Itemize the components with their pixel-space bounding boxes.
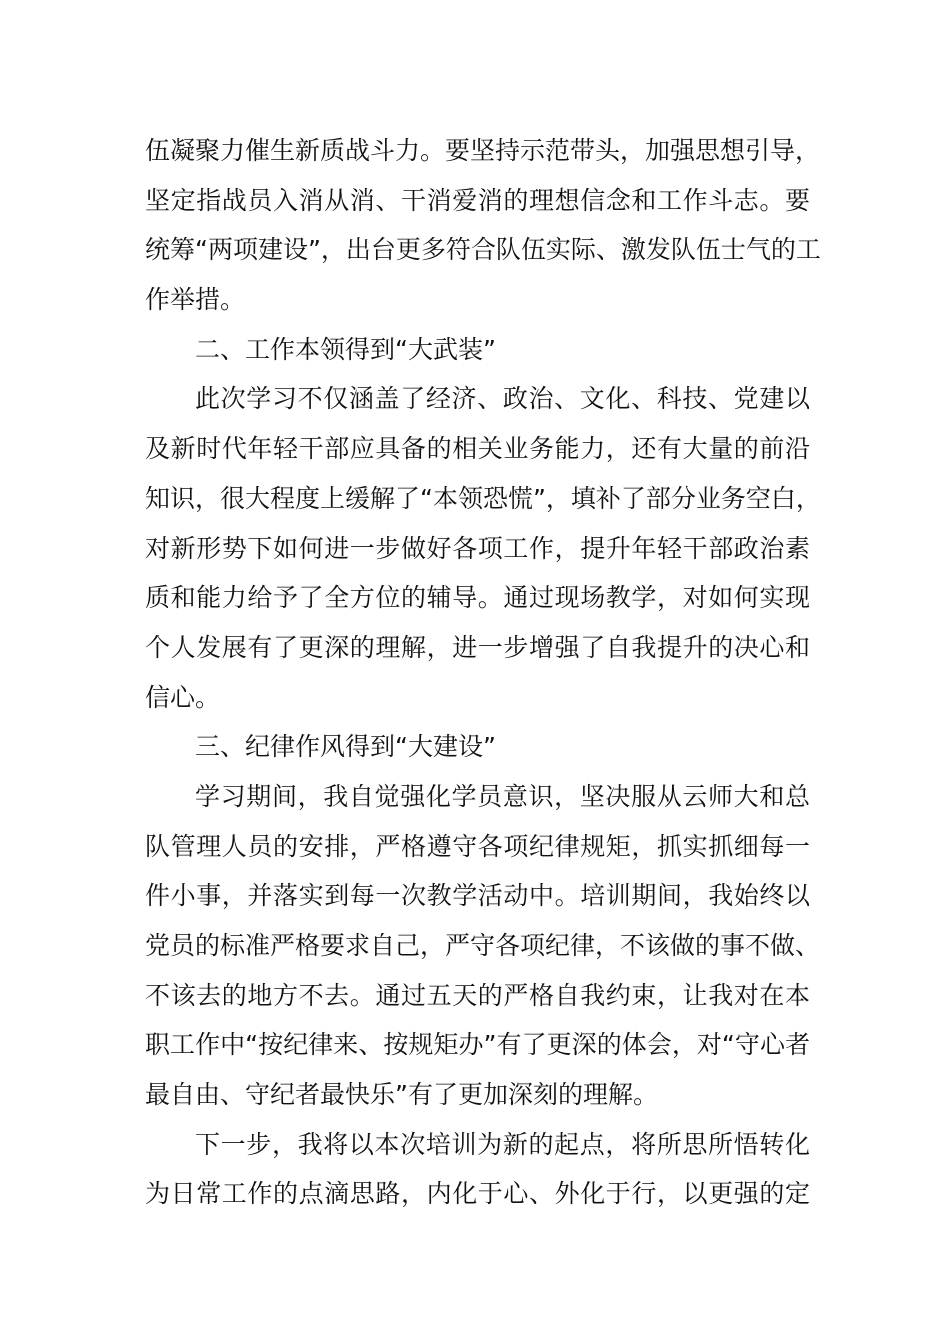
body-line: 下一步，我将以本次培训为新的起点，将所思所悟转化 [195,1129,810,1159]
body-line: 作举措。 [145,285,246,315]
body-line: 不该去的地方不去。通过五天的严格自我约束，让我对在本 [145,980,810,1010]
section-heading: 二、工作本领得到“大武装” [195,334,496,364]
body-line: 为日常工作的点滴思路，内化于心、外化于行，以更强的定 [145,1179,810,1209]
document-body [145,126,821,1219]
body-line: 此次学习不仅涵盖了经济、政治、文化、科技、党建以 [195,384,810,414]
body-line: 党员的标准严格要求自己，严守各项纪律，不该做的事不做、 [145,931,821,960]
body-line: 个人发展有了更深的理解，进一步增强了自我提升的决心和 [145,632,810,662]
body-line: 对新形势下如何进一步做好各项工作，提升年轻干部政治素 [145,533,810,563]
body-line: 及新时代年轻干部应具备的相关业务能力，还有大量的前沿 [145,434,810,464]
section-heading: 三、纪律作风得到“大建设” [195,732,496,762]
body-line: 职工作中“按纪律来、按规矩办”有了更深的体会，对“守心者 [145,1030,810,1060]
body-line: 伍凝聚力催生新质战斗力。要坚持示范带头，加强思想引导， [145,136,821,165]
body-line: 信心。 [145,682,221,712]
body-line: 件小事，并落实到每一次教学活动中。培训期间，我始终以 [145,881,810,911]
body-line: 最自由、守纪者最快乐”有了更加深刻的理解。 [145,1080,658,1110]
body-line: 坚定指战员入消从消、干消爱消的理想信念和工作斗志。要 [145,185,810,215]
body-line: 队管理人员的安排，严格遵守各项纪律规矩，抓实抓细每一 [145,831,810,861]
body-line: 质和能力给予了全方位的辅导。通过现场教学，对如何实现 [145,583,810,613]
body-line: 知识，很大程度上缓解了“本领恐慌”，填补了部分业务空白， [145,483,821,513]
body-line: 统筹“两项建设”，出台更多符合队伍实际、激发队伍士气的工 [145,235,821,265]
body-line: 学习期间，我自觉强化学员意识，坚决服从云师大和总 [195,781,810,811]
